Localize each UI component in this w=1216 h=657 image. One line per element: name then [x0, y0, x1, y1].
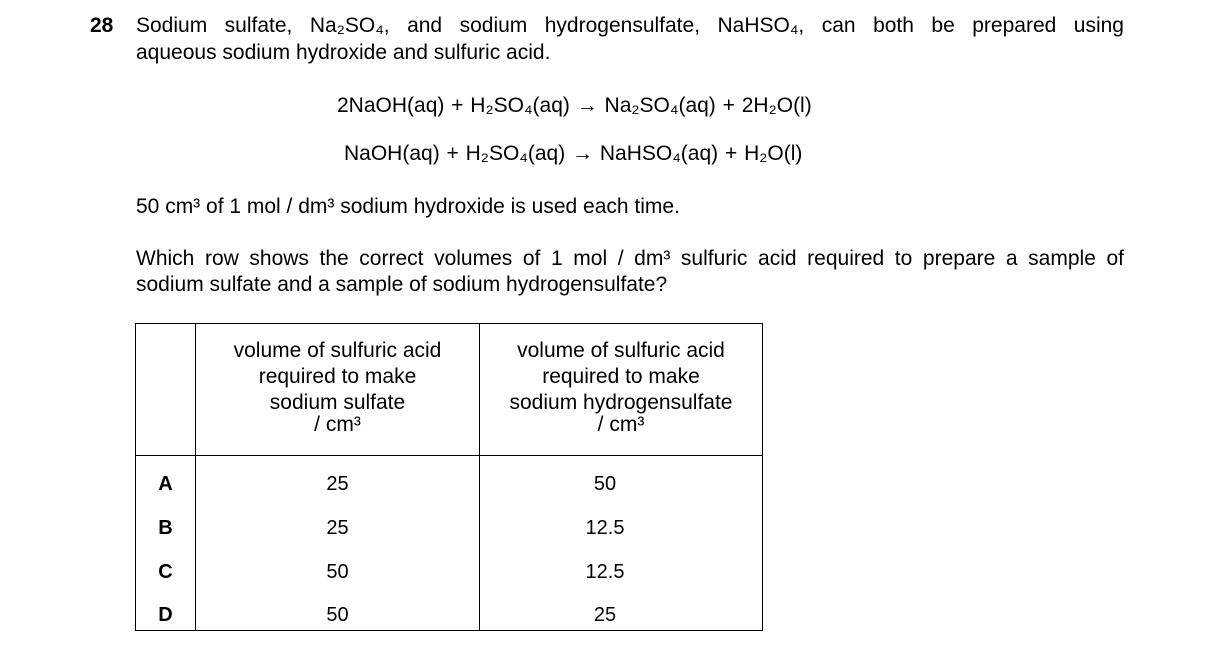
header-line: sodium hydrogensulfate — [509, 391, 733, 414]
question-stem-line1: Sodium sulfate, Na₂SO₄, and sodium hydrogensulfate, NaHSO₄, can both be prepared using — [136, 14, 1124, 37]
question-stem-line2: aqueous sodium hydroxide and sulfuric acid. — [136, 41, 551, 64]
table-cell: 25 — [593, 604, 617, 626]
table-divider — [136, 455, 762, 456]
table-cell: 12.5 — [585, 561, 625, 583]
table-cell: 50 — [593, 473, 617, 495]
table-cell: 12.5 — [585, 517, 625, 539]
header-line: volume of sulfuric acid — [517, 339, 725, 362]
table-cell: 25 — [326, 517, 349, 539]
table-cell: 25 — [326, 473, 349, 495]
option-label-b[interactable]: B — [158, 517, 173, 539]
header-unit: / cm³ — [597, 413, 645, 436]
answer-table — [135, 323, 763, 631]
table-cell: 50 — [326, 561, 349, 583]
question-number: 28 — [90, 14, 114, 37]
question-prompt-line2: sodium sulfate and a sample of sodium hydrogensulfate? — [136, 273, 668, 296]
equation-sodium-hydrogensulfate: NaOH(aq) + H₂SO₄(aq) → NaHSO₄(aq) + H₂O(l) — [344, 142, 803, 165]
header-line: required to make — [258, 365, 417, 388]
header-line: required to make — [542, 365, 700, 388]
header-line: sodium sulfate — [269, 391, 406, 414]
table-cell: 50 — [326, 604, 349, 626]
option-label-a[interactable]: A — [158, 473, 173, 495]
header-line: volume of sulfuric acid — [233, 339, 442, 362]
header-sodium-sulfate — [196, 338, 479, 436]
header-sodium-hydrogensulfate — [480, 338, 762, 436]
question-prompt-line1: Which row shows the correct volumes of 1 mol / dm³ sulfuric acid required to prepare a sample of — [136, 247, 1124, 270]
equation-sodium-sulfate: 2NaOH(aq) + H₂SO₄(aq) → Na₂SO₄(aq) + 2H₂O(l) — [337, 94, 812, 117]
header-unit: / cm³ — [314, 413, 361, 436]
option-label-d[interactable]: D — [158, 604, 173, 626]
given-information: 50 cm³ of 1 mol / dm³ sodium hydroxide is used each time. — [136, 195, 680, 218]
option-label-c[interactable]: C — [158, 561, 173, 583]
